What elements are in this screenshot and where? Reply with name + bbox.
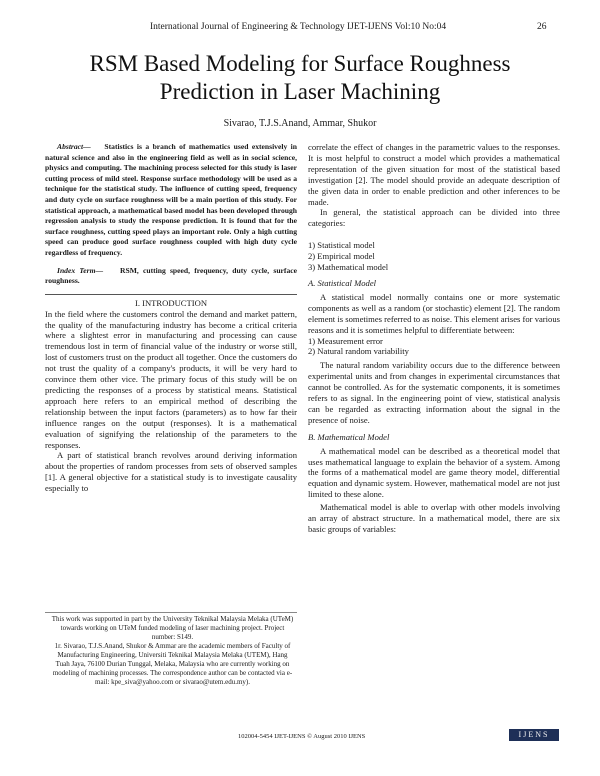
footnote-funding: This work was supported in part by the University Teknikal Malaysia Melaka (UTeM) towards working on UTeM funded modeling of laser machining project. Project number: S149. <box>51 615 294 641</box>
abstract-label: Abstract— <box>57 142 91 151</box>
right-paragraph-4: The natural random variability occurs due to the difference between experimental units and from changes in experimental circumstances that cannot be controlled. As for the systematic components, it is sometimes refers to as signal. In the engineering point of view, statistical analysis can be regarded as extracting information about the signal in the presence of noise. <box>308 360 560 425</box>
right-column <box>308 142 560 535</box>
index-terms-label: Index Term— <box>57 265 104 275</box>
subsection-mathematical-model: B. Mathematical Model <box>308 431 390 442</box>
title-line-2: Prediction in Laser Machining <box>159 79 441 104</box>
right-paragraph-5: A mathematical model can be described as a theoretical model that uses mathematical language to explain the behavior of a system. Among the forms of a mathematical model are game theory model, differential equation and dynamic system. However, mathematical model are not just limited to these alone. <box>308 445 560 500</box>
noise-list <box>308 336 560 358</box>
footnote-affiliation: 1r. Sivarao, T.J.S.Anand, Shukor & Ammar are the academic members of Faculty of Manufacturing Engineering, Universiti Teknikal Malaysia Melaka (UTEM), Hang Tuah Jaya, 76100 Durian Tunggal, Melaka, Malaysia who are currently working on modeling of machining processes. The correspondence author can be contacted via e-mail: kpe_siva@yahoo.com or sivarao@utem.edu.my). <box>52 642 293 686</box>
category-list <box>308 240 560 273</box>
paper-title <box>0 50 600 106</box>
list-item: 1) Measurement error <box>308 335 383 346</box>
abstract-text: Statistics is a branch of mathematics used extensively in natural science and also in the engineering field as well as in social science, physics and computing. The machining process selected for this study is laser cutting process of mild steel. Response surface methodology will be used as a technique for the statistical study. The influence of cutting speed, frequency and duty cycle on surface roughness will be a main portion of this study. For statistical approach, a mathematical based model has been developed through regression analysis to study the response prediction. It is found that for the surface roughness, cutting speed plays an important role. Only a high cutting speed can produce good surface roughness coupled with high duty cycle regardless of frequency. <box>45 142 297 257</box>
list-item: 3) Mathematical model <box>308 262 389 273</box>
introduction-heading: I. INTRODUCTION <box>134 297 208 308</box>
section-divider <box>45 294 297 295</box>
subsection-statistical-model: A. Statistical Model <box>308 277 377 288</box>
right-paragraph-6: Mathematical model is able to overlap with other models involving an array of abstract structure. In a mathematical model, there are six basic groups of variables: <box>308 502 560 534</box>
index-terms <box>45 266 297 287</box>
list-item: 2) Natural random variability <box>308 346 409 357</box>
right-paragraph-1: correlate the effect of changes in the parametric values to the responses. It is most helpful to construct a model which provides a mathematical representation of the given situation for most of the statistical based investigation [2]. The model should provide an adequate description of the given data in order to enable prediction and other inferences to be made. <box>308 142 560 207</box>
abstract <box>45 142 297 259</box>
title-line-1: RSM Based Modeling for Surface Roughness <box>89 51 511 76</box>
list-item: 1) Statistical model <box>308 240 375 251</box>
intro-paragraph-1: In the field where the customers control the demand and market pattern, the quality of the manufacturing industry has become a critical criteria where a slightest error in manufacturing and processing can cause tremendous lost in term of financial value of the industry or worse still, lost of customers trust on the product all together. Once the customers do not trust the quality of a company's products, it will be very hard to convince them other vice. The primary focus of this study will be on predicting the responses of a process by statistical means. Statistical approach here refers to an empirical method of describing the relationship between the input factors (parameters) as to how far their influence ranges on the output (responses). It is a mathematical evaluation of signifying the relationship of the parameters to the responses. <box>45 308 297 450</box>
left-column <box>45 142 297 494</box>
footnote <box>50 615 295 687</box>
right-paragraph-2: In general, the statistical approach can be divided into three categories: <box>308 207 560 229</box>
ijens-logo: IJENS <box>509 729 559 741</box>
journal-header: International Journal of Engineering & Technology IJET-IJENS Vol:10 No:04 <box>150 22 447 32</box>
footer-text: 102004-5454 IJET-IJENS © August 2010 IJENS <box>238 733 366 740</box>
index-terms-text: RSM, cutting speed, frequency, duty cycle, surface roughness. <box>45 265 297 286</box>
right-paragraph-3: A statistical model normally contains one or more systematic components as well as a random (or stochastic) element [2]. The random element is sometimes referred to as noise. This element arises for various reasons and it is sometimes helpful to differentiate between: <box>308 291 560 335</box>
page-number: 26 <box>537 22 547 32</box>
authors: Sivarao, T.J.S.Anand, Ammar, Shukor <box>223 118 377 129</box>
intro-paragraph-2: A part of statistical branch revolves around deriving information about the properties of random processes from sets of observed samples [1]. A general objective for a statistical study is to investigate causality especially to <box>45 450 297 494</box>
footnote-divider <box>45 612 297 613</box>
list-item: 2) Empirical model <box>308 251 375 262</box>
